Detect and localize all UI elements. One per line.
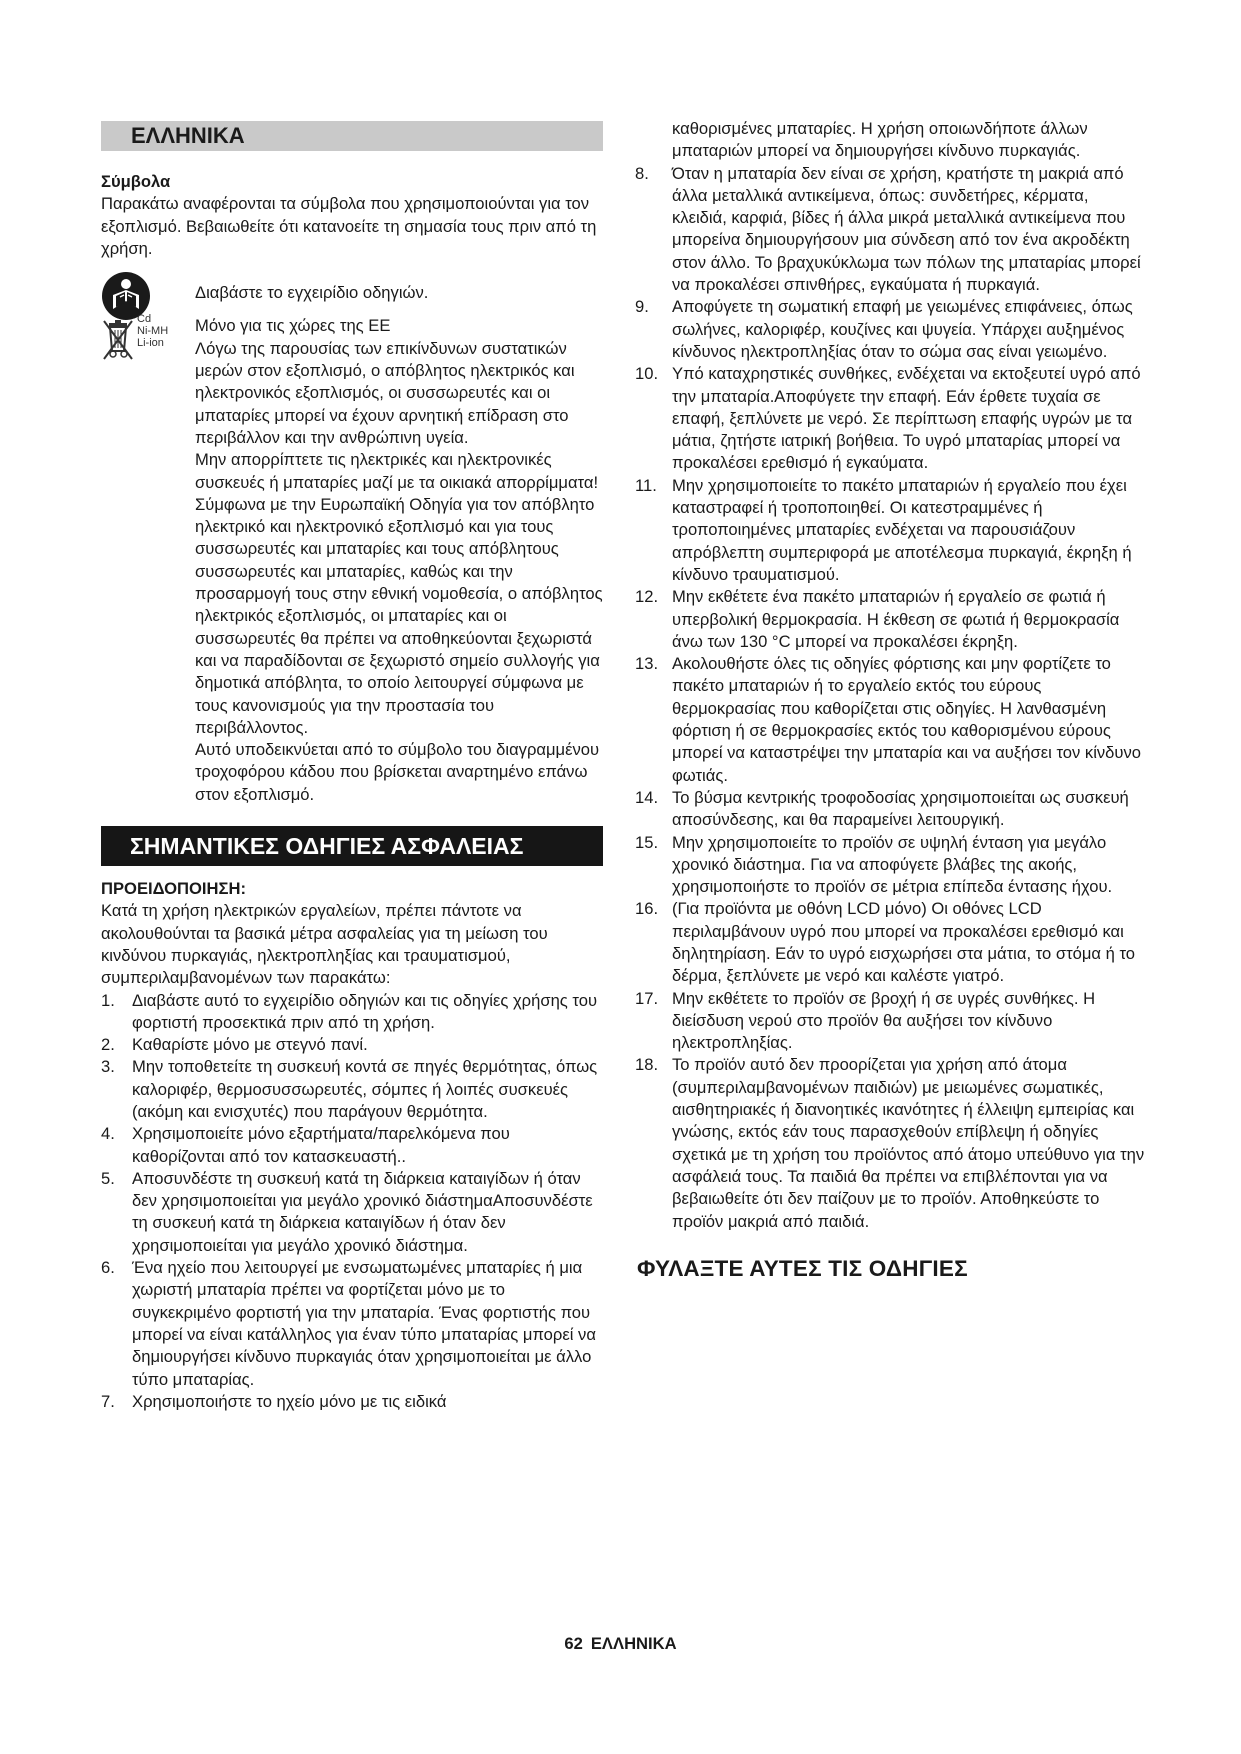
symbol-manual-text: Διαβάστε το εγχειρίδιο οδηγιών. [195,283,429,303]
eu-paragraph: Σύμφωνα με την Ευρωπαϊκή Οδηγία για τον απόβλητο ηλεκτρικό και ηλεκτρονικό εξοπλισμό και για τους συσσωρευτές και μπαταρίες και τους απόβλητους συσσωρευτές και μπαταρίες, καθώς και την προσαρμογή τους στην εθνική νομοθεσία, ο απόβλητος ηλεκτρικός εξοπλισμός, οι μπαταρίες και οι συσσωρευτές θα πρέπει να αποθηκεύονται ξεχωριστά και να παραδίδονται σε ξεχωριστό σημείο συλλογής για δημοτικά απόβλητα, το οποίο λειτουργεί σύμφωνα με τους κανονισμούς για την προστασία του περιβάλλοντος. [195,494,603,737]
battery-label-cd: Cd [137,313,152,326]
right-column [637,118,1147,1280]
symbol-manual [101,271,603,304]
list-item: 5. Αποσυνδέστε τη συσκευή κατά τη διάρκεια καταιγίδων ή όταν δεν χρησιμοποιείται για μεγάλο χρονικό διάστημαΑποσυνδέστε τη συσκευή κατά τη διάρκεια καταιγίδων ή όταν δεν χρησιμοποιείται για μεγάλο χρονικό διάστημα. [101,1168,593,1255]
list-item: 4. Χρησιμοποιείτε μόνο εξαρτήματα/παρελκόμενα που καθορίζονται από τον κατασκευαστή.. [101,1124,510,1166]
page-footer [0,1633,1241,1655]
symbols-heading: Σύμβολα [101,172,171,191]
list-item: 1. Διαβάστε αυτό το εγχειρίδιο οδηγιών και τις οδηγίες χρήσης του φορτιστή προσεκτικά πριν από τη χρήση. [101,990,598,1032]
item-7-continuation: καθορισμένες μπαταρίες. Η χρήση οποιωνδήποτε άλλων μπαταριών μπορεί να δημιουργήσει κίνδυνο πυρκαγιάς. [672,119,1088,161]
list-item: 12. Μην εκθέτετε ένα πακέτο μπαταριών ή εργαλείο σε φωτιά ή υπερβολική θερμοκρασία. Η έκθεση σε φωτιά ή θερμοκρασία άνω των 130 °C μπορεί να προκαλέσει έκρηξη. [635,587,1120,651]
save-instructions-heading: ΦΥΛΑΞΤΕ ΑΥΤΕΣ ΤΙΣ ΟΔΗΓΙΕΣ [637,1255,968,1281]
symbol-eu-disposal [101,315,603,806]
battery-label-liion: Li-ion [137,337,164,350]
list-item: 11. Μην χρησιμοποιείτε το πακέτο μπαταριών ή εργαλείο που έχει καταστραφεί ή τροποποιηθεί. Οι κατεστραμμένες ή τροποποιημένες μπαταρίες ενδέχεται να παρουσιάζουν απρόβλεπτη συμπεριφορά με αποτέλεσμα πυρκαγιά, έκρηξη ή κίνδυνο τραυματισμού. [635,475,1132,584]
list-item: 16. (Για προϊόντα με οθόνη LCD μόνο) Οι οθόνες LCD περιλαμβάνουν υγρό που μπορεί να προκαλέσει ερεθισμό και δηλητηρίαση. Εάν το υγρό εισχωρήσει στα μάτια, το στόμα ή το δέρμα, ξεπλύνετε με νερό και καλέστε γιατρό. [635,899,1136,986]
list-item: 2. Καθαρίστε μόνο με στεγνό πανί. [101,1035,368,1055]
eu-paragraph: Μόνο για τις χώρες της ΕΕ [195,316,391,336]
safety-list-right [637,163,1147,1233]
eu-paragraph: Αυτό υποδεικνύεται από το σύμβολο του διαγραμμένου τροχοφόρου κάδου που βρίσκεται αναρτημένο επάνω στον εξοπλισμό. [195,740,600,804]
list-item: 6. Ένα ηχείο που λειτουργεί με ενσωματωμένες μπαταρίες ή μια χωριστή μπαταρία πρέπει να φορτίζεται μόνο με το συγκεκριμένο φορτιστή για την μπαταρία. Ένας φορτιστής που μπορεί να είναι κατάλληλος για έναν τύπο μπαταρίας μπορεί να δημιουργήσει κίνδυνο πυρκαγιάς όταν χρησιμοποιείται με άλλο τύπο μπαταρίας. [101,1258,596,1389]
safety-list-left [101,990,603,1414]
symbol-eu-text [195,315,603,806]
list-item: 14. Το βύσμα κεντρικής τροφοδοσίας χρησιμοποιείται ως συσκευή αποσύνδεσης, και θα παραμείνει λειτουργική. [635,787,1129,830]
warning-intro: Κατά τη χρήση ηλεκτρικών εργαλείων, πρέπει πάντοτε να ακολουθούνται τα βασικά μέτρα ασφαλείας για τη μείωση του κινδύνου πυρκαγιάς, ηλεκτροπληξίας και τραυματισμού, συμπεριλαμβανομένων των παρακάτω: [101,901,548,988]
list-item: 9. Αποφύγετε τη σωματική επαφή με γειωμένες επιφάνειες, όπως σωλήνες, καλοριφέρ, κουζίνες και ψυγεία. Υπάρχει αυξημένος κίνδυνος ηλεκτροπληξίας όταν το σώμα σας είναι γειωμένο. [635,297,1133,361]
list-item: 10. Υπό καταχρηστικές συνθήκες, ενδέχεται να εκτοξευτεί υγρό από την μπαταρία.Αποφύγετε την επαφή. Εάν έρθετε τυχαία σε επαφή, ξεπλύνετε με νερό. Σε περίπτωση επαφής υγρών με τα μάτια, ζητήστε ιατρική βοήθεια. Το υγρό μπαταρίας μπορεί να προκαλέσει ερεθισμό ή εγκαύματα. [635,364,1141,473]
list-item: 8. Όταν η μπαταρία δεν είναι σε χρήση, κρατήστε τη μακριά από άλλα μεταλλικά αντικείμενα, όπως: συνδετήρες, κέρματα, κλειδιά, καρφιά, βίδες ή άλλα μικρά μεταλλικά αντικείμενα που μπορείνα δημιουργήσουν μια σύνδεση από τον ένα ακροδέκτη στον άλλο. Το βραχυκύκλωμα των πόλων της μπαταρίας μπορεί να προκαλέσει σπινθήρες, εγκαύματα ή πυρκαγιά. [635,163,1141,295]
symbols-intro: Παρακάτω αναφέρονται τα σύμβολα που χρησιμοποιούνται για τον εξοπλισμό. Βεβαιωθείτε ότι κατανοείτε τη σημασία τους πριν από τη χρήση. [101,194,597,258]
footer-language: ΕΛΛΗΝΙΚΑ [590,1634,677,1653]
battery-label-nimh: Ni-MH [137,325,169,338]
list-item: 3. Μην τοποθετείτε τη συσκευή κοντά σε πηγές θερμότητας, όπως καλοριφέρ, θερμοσυσσωρευτές, σόμπες ή λοιπές συσκευές (ακόμη και ενισχυτές) που παράγουν θερμότητα. [101,1057,598,1121]
safety-header: ΣΗΜΑΝΤΙΚΕΣ ΟΔΗΓΙΕΣ ΑΣΦΑΛΕΙΑΣ [101,826,603,866]
eu-paragraph: Λόγω της παρουσίας των επικίνδυνων συστατικών μερών στον εξοπλισμό, ο απόβλητος ηλεκτρικός και ηλεκτρονικός εξοπλισμός, οι συσσωρευτές και οι μπαταρίες μπορεί να έχουν αρνητική επίδραση στο περιβάλλον και την ανθρώπινη υγεία. [195,338,575,447]
warning-heading: ΠΡΟΕΙΔΟΠΟΙΗΣΗ: [101,879,246,899]
page-number: 62 [564,1634,583,1653]
language-header: ΕΛΛΗΝΙΚΑ [101,121,603,151]
list-item: 17. Μην εκθέτετε το προϊόν σε βροχή ή σε υγρές συνθήκες. Η διείσδυση νερού στο προϊόν θα αυξήσει τον κίνδυνο ηλεκτροπληξίας. [635,988,1096,1053]
list-item: 15. Μην χρησιμοποιείτε το προϊόν σε υψηλή ένταση για μεγάλο χρονικό διάστημα. Για να αποφύγετε βλάβες της ακοής, χρησιμοποιήστε το προϊόν σε μέτρια επίπεδα έντασης ήχου. [635,832,1113,897]
list-item: 7. Χρησιμοποιήστε το ηχείο μόνο με τις ειδικά [101,1391,447,1411]
left-column [101,121,603,1413]
list-item: 13. Ακολουθήστε όλες τις οδηγίες φόρτισης και μην φορτίζετε το πακέτο μπαταριών ή το εργαλείο εκτός του εύρους θερμοκρασίας που καθορίζεται στις οδηγίες. Η λανθασμένη φόρτιση ή σε θερμοκρασίες εκτός του καθορισμένου εύρους μπορεί να καταστρέψει την μπαταρία και να αυξήσει τον κίνδυνο φωτιάς. [635,654,1142,785]
weee-bin-icon [101,315,187,375]
list-item: 18. Το προϊόν αυτό δεν προορίζεται για χρήση από άτομα (συμπεριλαμβανομένων παιδιών) με μειωμένες σωματικές, αισθητηριακές ή διανοητικές ικανότητες ή έλλειψη εμπειρίας και γνώσης, εκτός εάν τους παρασχεθούν επίβλεψη ή οδηγίες σχετικά με τη χρήση του προϊόντος από άτομο υπεύθυνο για την ασφάλειά τους. Τα παιδιά θα πρέπει να επιβλέπονται για να βεβαιωθείτε ότι δεν παίζουν με το προϊόν. Αποθηκεύστε το προϊόν μακριά από παιδιά. [635,1055,1145,1231]
eu-paragraph: Μην απορρίπτετε τις ηλεκτρικές και ηλεκτρονικές συσκευές ή μπαταρίες μαζί με τα οικιακά απορρίμματα! [195,450,599,492]
